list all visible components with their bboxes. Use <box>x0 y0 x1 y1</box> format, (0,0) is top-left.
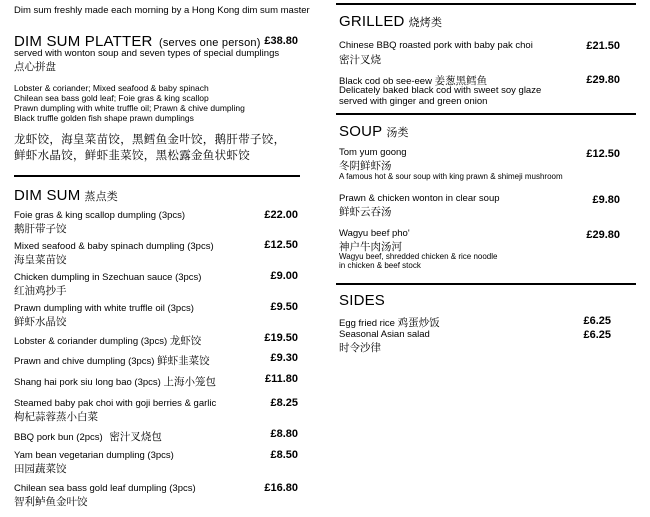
menu-item-cn: 鸡蛋炒饭 <box>397 317 440 329</box>
menu-item-name <box>14 429 162 444</box>
menu-item-name-en: Shang hai pork siu long bao (3pcs) <box>14 377 161 388</box>
menu-item-price: £11.80 <box>264 373 298 385</box>
menu-item-price: £8.80 <box>270 428 298 440</box>
dimsum-title: DIM SUM <box>14 187 81 204</box>
menu-item-note: A famous hot & sour soup with king prawn & shimeji mushroom <box>339 172 563 181</box>
section-divider <box>336 113 636 115</box>
platter-list-line: Chilean sea bass gold leaf; Foie gras & king scallop <box>14 93 209 103</box>
menu-item-cn: 密汁叉烧 <box>339 54 381 66</box>
menu-item-note <box>339 252 497 270</box>
menu-item-name <box>339 315 440 330</box>
menu-item-price: £8.25 <box>270 397 298 409</box>
menu-item-cn: 田园蔬菜饺 <box>14 463 67 475</box>
menu-item-cn: 智利鲈鱼金叶饺 <box>14 496 88 508</box>
menu-item-cn: 鲜虾水晶饺 <box>14 316 67 328</box>
platter-cn: 点心拼盘 <box>14 61 56 73</box>
soup-title-cn: 汤类 <box>386 127 409 139</box>
menu-item-name: Mixed seafood & baby spinach dumpling (3pcs) <box>14 241 214 252</box>
menu-item-name: Chicken dumpling in Szechuan sauce (3pcs) <box>14 272 202 283</box>
menu-item-price: £29.80 <box>586 229 620 241</box>
menu-item-name-en: Lobster & coriander dumpling (3pcs) <box>14 336 168 347</box>
menu-item-name <box>14 374 216 389</box>
platter-price: £38.80 <box>264 35 298 47</box>
menu-item-cn: 红油鸡抄手 <box>14 285 67 297</box>
menu-item-name: Chinese BBQ roasted pork with baby pak choi <box>339 40 533 51</box>
menu-item-name: Prawn & chicken wonton in clear soup <box>339 193 500 204</box>
platter-list-line: Black truffle golden fish shape prawn dumplings <box>14 113 194 123</box>
menu-item-cn: 时令沙律 <box>339 342 381 354</box>
menu-item-name <box>14 353 210 368</box>
platter-cn-line-2: 鲜虾水晶饺，鲜虾韭菜饺，黑松露金鱼状虾饺 <box>14 150 250 162</box>
menu-item-price: £22.00 <box>264 209 298 221</box>
menu-item-price: £12.50 <box>264 239 298 251</box>
menu-item-price: £9.00 <box>270 270 298 282</box>
soup-title: SOUP <box>339 123 383 140</box>
grilled-heading <box>339 13 442 30</box>
menu-item-price: £9.50 <box>270 301 298 313</box>
section-divider <box>14 175 300 177</box>
menu-item-price: £19.50 <box>264 332 298 344</box>
menu-item-cn: 鲜虾韭菜饺 <box>157 355 210 367</box>
menu-item-price: £16.80 <box>264 482 298 494</box>
note-line: Wagyu beef, shredded chicken & rice noodle <box>339 252 498 261</box>
platter-cn-line-1: 龙虾饺，海皇菜苗饺，黑鳕鱼金叶饺，鹅肝带子饺， <box>14 134 286 146</box>
menu-item-price: £9.80 <box>592 194 620 206</box>
menu-item-price: £12.50 <box>586 148 620 160</box>
grilled-title-cn: 烧烤类 <box>408 17 443 29</box>
menu-item-cn: 枸杞蒜蓉蒸小白菜 <box>14 411 98 423</box>
menu-item-name-en: Black cod ob see-eew <box>339 76 432 87</box>
section-divider <box>336 3 636 5</box>
menu-item-name: Seasonal Asian salad <box>339 329 430 340</box>
menu-item-name: Chilean sea bass gold leaf dumpling (3pcs) <box>14 483 196 494</box>
intro-text: Dim sum freshly made each morning by a Hong Kong dim sum master <box>14 5 310 16</box>
dimsum-heading <box>14 187 118 204</box>
platter-list <box>14 83 245 123</box>
menu-item-name-en: BBQ pork bun (2pcs) <box>14 432 103 443</box>
menu-item-description <box>339 85 541 107</box>
menu-item-cn: 密汁叉烧包 <box>109 431 162 443</box>
menu-item-price: £9.30 <box>270 352 298 364</box>
menu-item-price: £6.25 <box>583 329 611 341</box>
menu-item-name: Foie gras & king scallop dumpling (3pcs) <box>14 210 186 221</box>
platter-subtitle: (serves one person) <box>158 37 261 49</box>
menu-item-cn: 鲜虾云吞汤 <box>339 206 392 218</box>
menu-item-price: £21.50 <box>586 40 620 52</box>
note-line: in chicken & beef stock <box>339 261 421 270</box>
soup-heading <box>339 123 409 140</box>
menu-item-name: Steamed baby pak choi with goji berries & garlic <box>14 398 217 409</box>
menu-item-name-en: Prawn and chive dumpling (3pcs) <box>14 356 155 367</box>
platter-list-line: Prawn dumpling with white truffle oil; Prawn & chive dumpling <box>14 103 245 113</box>
menu-item-price: £6.25 <box>583 315 611 327</box>
menu-item-cn: 冬阴鲜虾汤 <box>339 160 392 172</box>
menu-item-name: Wagyu beef pho' <box>339 228 410 239</box>
platter-description: served with wonton soup and seven types of special dumplings <box>14 48 280 59</box>
dimsum-title-cn: 蒸点类 <box>84 191 119 203</box>
description-line: Delicately baked black cod with sweet soy glaze <box>339 85 542 96</box>
platter-title: DIM SUM PLATTER <box>14 33 153 50</box>
platter-list-line: Lobster & coriander; Mixed seafood & baby spinach <box>14 83 209 93</box>
sides-title: SIDES <box>339 292 386 309</box>
section-divider <box>336 283 636 285</box>
menu-item-name: Yam bean vegetarian dumpling (3pcs) <box>14 450 174 461</box>
menu-item-cn: 上海小笼包 <box>163 376 216 388</box>
menu-item-name: Prawn dumpling with white truffle oil (3pcs) <box>14 303 194 314</box>
menu-item-price: £29.80 <box>586 74 620 86</box>
menu-item-price: £8.50 <box>270 449 298 461</box>
menu-item-cn: 神户牛肉汤河 <box>339 241 402 253</box>
menu-item-cn: 龙虾饺 <box>169 335 202 347</box>
description-line: served with ginger and green onion <box>339 96 488 107</box>
menu-item-name <box>14 333 201 348</box>
menu-item-cn: 姜葱黑鳕鱼 <box>434 75 488 87</box>
menu-item-name: Tom yum goong <box>339 147 407 158</box>
menu-item-name-en: Egg fried rice <box>339 318 395 329</box>
menu-item-cn: 鹅肝带子饺 <box>14 223 67 235</box>
grilled-title: GRILLED <box>339 13 405 30</box>
menu-item-cn: 海皇菜苗饺 <box>14 254 67 266</box>
